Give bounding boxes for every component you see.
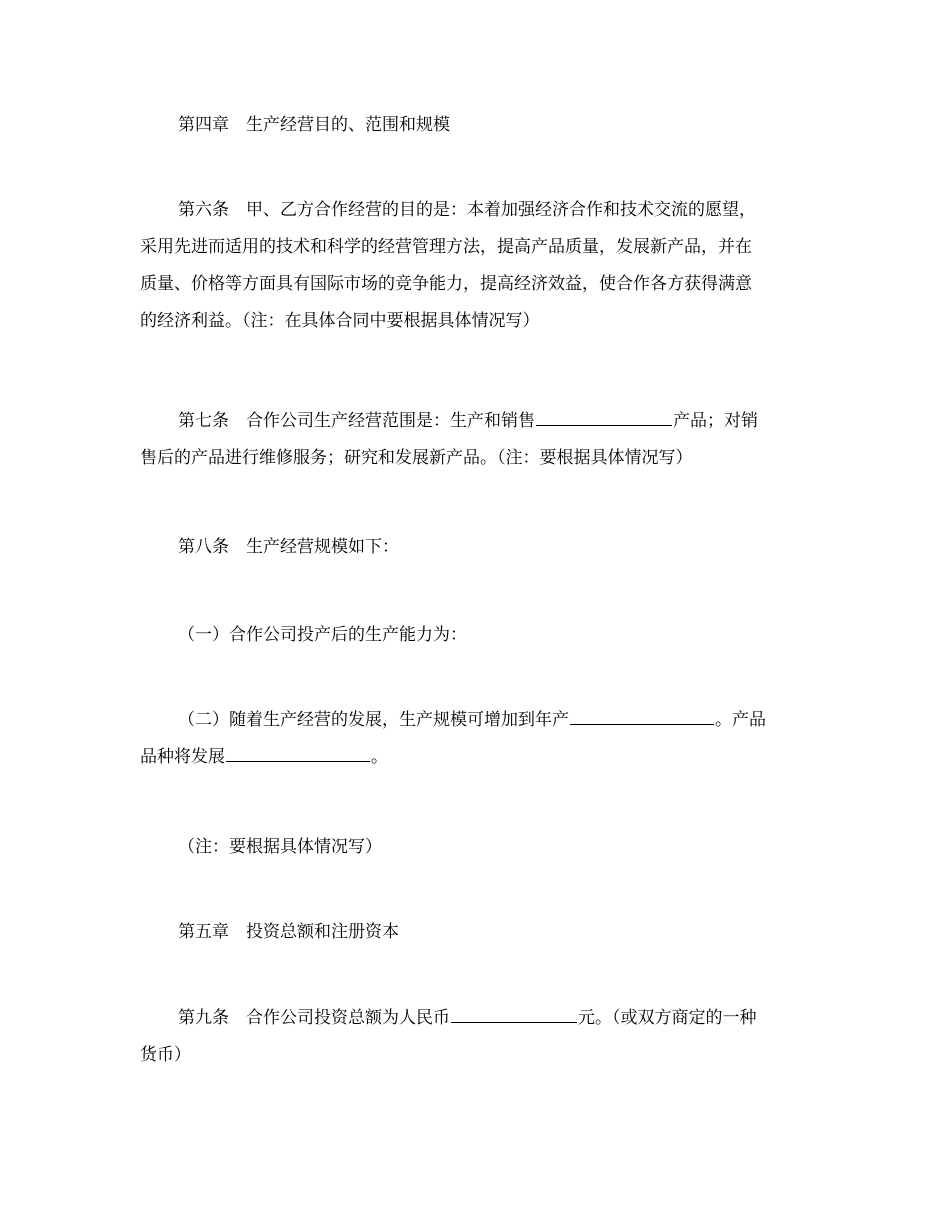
article-9-line-2: 货币） [140,1045,191,1065]
investment-amount-blank[interactable] [451,1004,577,1023]
article-6-line-3: 质量、价格等方面具有国际市场的竞争能力，提高经济效益，使合作各方获得满意 [140,274,752,294]
article-6-line-1: 第六条 甲、乙方合作经营的目的是：本着加强经济合作和技术交流的愿望， [178,200,756,220]
article-6-line-2: 采用先进而适用的技术和科学的经营管理方法，提高产品质量，发展新产品，并在 [140,237,752,257]
article-8-heading [140,529,820,566]
product-variety-blank[interactable] [226,743,370,762]
article-8-item-2-line-1-text-before: （二）随着生产经营的发展，生产规模可增加到年产 [178,710,569,730]
chapter-4-heading [140,107,820,144]
article-8-item-2-line-2-text-before: 品种将发展 [140,747,225,767]
article-8-item-2-line-2-text-after: 。 [371,747,388,767]
article-8-title: 第八条 生产经营规模如下： [178,537,399,557]
article-9 [140,1000,820,1074]
article-7-line-1 [140,403,820,440]
article-9-line-1-text-after: 元。（或双方商定的一种 [578,1008,757,1028]
chapter-5-title: 第五章 投资总额和注册资本 [178,922,399,942]
article-9-line-1 [140,1000,820,1037]
article-8-item-2-line-1-text-after: 。产品 [715,710,766,730]
article-6-line-4: 的经济利益。（注：在具体合同中要根据具体情况写） [140,311,540,331]
article-8-item-1 [140,617,820,654]
article-8-item-2-line-1 [140,702,820,739]
chapter-4-title: 第四章 生产经营目的、范围和规模 [178,115,450,135]
article-7-line-2: 售后的产品进行维修服务；研究和发展新产品。（注：要根据具体情况写） [140,448,693,468]
article-8-item-2-line-2 [140,739,820,776]
article-8-note-text: （注：要根据具体情况写） [178,837,382,857]
article-7-line-1-text-before: 第七条 合作公司生产经营范围是：生产和销售 [178,411,535,431]
product-name-blank[interactable] [536,407,672,426]
article-7 [140,403,820,477]
chapter-5-heading [140,914,820,951]
article-8-note [140,829,820,866]
article-8-item-1-text: （一）合作公司投产后的生产能力为： [178,625,467,645]
article-8-item-2 [140,702,820,776]
article-7-line-1-text-after: 产品；对销 [673,411,758,431]
article-9-line-1-text-before: 第九条 合作公司投资总额为人民币 [178,1008,450,1028]
annual-output-blank[interactable] [570,706,714,725]
article-6 [140,192,820,340]
